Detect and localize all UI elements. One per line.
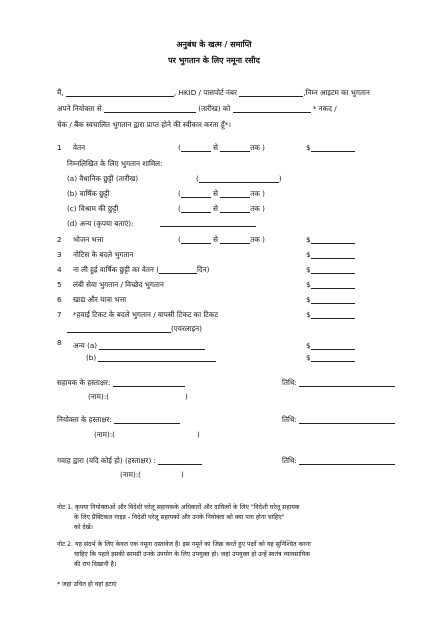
- item-3-number: 3: [57, 250, 62, 259]
- witness-name: (नाम):( ): [120, 470, 184, 479]
- employer-signature-field[interactable]: [114, 416, 180, 424]
- witness-date: तिथि:: [282, 456, 395, 465]
- item-1b-from[interactable]: [181, 190, 211, 198]
- intro-line-1: मैं, , HKID / पासपोर्ट नंबर ,निम्न आइटम का भुगतान: [57, 88, 370, 97]
- item-5-amount-field[interactable]: [311, 281, 355, 289]
- employer-date: तिथि:: [282, 415, 395, 424]
- item-1c-from[interactable]: [181, 205, 211, 213]
- item-1-period: ( से तक ): [178, 143, 265, 152]
- item-1b-to[interactable]: [220, 190, 250, 198]
- item-2-to[interactable]: [220, 236, 250, 244]
- item-7-amount: $: [306, 310, 355, 319]
- item-1-number: 1: [57, 143, 62, 152]
- item-3-amount-field[interactable]: [311, 251, 355, 259]
- item-3-amount: $: [306, 250, 355, 259]
- item-6-amount-field[interactable]: [311, 296, 355, 304]
- item-1c-label: (c) विश्राम की छुट्टी: [67, 204, 119, 213]
- item-8b-amount: $: [306, 353, 355, 362]
- item-8a-amount: $: [306, 341, 355, 350]
- item-1-period-from[interactable]: [181, 144, 211, 152]
- item-5-number: 5: [57, 280, 62, 289]
- item-1a-date: ( ): [196, 174, 282, 183]
- item-5-label: लंबी सेवा भुगतान / विच्छेद भुगतान: [73, 280, 164, 289]
- note-1-line-2: के लिए प्रैक्टिकल गाइड - विदेशी घरेलू सहायकों और उनके नियोक्ता को क्या पता होना चाहिए": [74, 514, 285, 521]
- note-2-line-3: की राय दिखानी है।: [74, 561, 117, 568]
- item-7-airline: (एयरलाइन): [67, 324, 202, 333]
- item-8b-field[interactable]: [98, 354, 216, 362]
- item-7-airline-field[interactable]: [67, 325, 171, 333]
- item-7-amount-field[interactable]: [311, 311, 355, 319]
- item-8-number: 8: [57, 338, 62, 347]
- item-5-amount: $: [306, 280, 355, 289]
- title-line-1: अनुबंध के खत्म / समाप्ति: [176, 40, 252, 49]
- item-8b-label: (b): [86, 353, 216, 362]
- employer-signature: नियोक्ता के हस्ताक्षर:: [57, 415, 180, 424]
- item-8b-amount-field[interactable]: [311, 354, 355, 362]
- item-2-from[interactable]: [181, 236, 211, 244]
- item-7-label: *हवाई टिकट के बदले भुगतान / वापसी टिकट का टिकट: [73, 310, 219, 319]
- item-1a-label: (a) वैधानिक छुट्टी (तारीख): [67, 174, 139, 183]
- witness-signature-field[interactable]: [158, 457, 202, 465]
- item-2-period: ( से तक ): [178, 235, 265, 244]
- item-4-amount: $: [306, 265, 355, 274]
- item-1-period-to[interactable]: [220, 144, 250, 152]
- item-2-amount: $: [306, 235, 355, 244]
- item-6-amount: $: [306, 295, 355, 304]
- item-2-label: भोजन भत्ता: [73, 235, 104, 244]
- helper-date: तिथि:: [282, 378, 395, 387]
- item-1-label: वेतन: [73, 143, 86, 152]
- helper-signature: सहायक के हस्ताक्षर:: [57, 378, 185, 387]
- helper-name: (नाम):( ): [88, 392, 188, 401]
- item-6-label: खाद्य और यात्रा भत्ता: [73, 295, 127, 304]
- item-1b-period: ( से तक ): [178, 189, 265, 198]
- item-2-amount-field[interactable]: [311, 236, 355, 244]
- item-8a-field[interactable]: [99, 342, 205, 350]
- helper-date-field[interactable]: [299, 379, 395, 387]
- item-4-number: 4: [57, 265, 62, 274]
- item-4-label: ना ली हुई वार्षिक छुट्टी का वेतन ( दिन): [73, 265, 210, 274]
- witness-signature: गवाह द्वारा (यदि कोई हो) (हस्ताक्षर) :: [57, 456, 202, 465]
- item-1c-period: ( से तक ): [178, 204, 265, 213]
- item-3-label: नोटिस के बदले भुगतान: [73, 250, 134, 259]
- item-7-number: 7: [57, 310, 62, 319]
- note-2-line-2: चाहिए कि पहले इसकी सामग्री उनके उपयोग के लिए उपयुक्त हो। जहां उपयुक्त हो उन्हें स्वतंत्र व्यावसायिक: [74, 551, 311, 558]
- employer-date-field[interactable]: [299, 416, 395, 424]
- item-6-number: 6: [57, 295, 62, 304]
- item-8a-amount-field[interactable]: [311, 342, 355, 350]
- item-1-amount-field[interactable]: [311, 144, 355, 152]
- item-1c-to[interactable]: [220, 205, 250, 213]
- item-4-amount-field[interactable]: [311, 266, 355, 274]
- footnote: * जहां उचित हो वहां हटाएं: [57, 581, 117, 588]
- item-1-amount: $: [306, 143, 355, 152]
- item-4-days-field[interactable]: [159, 266, 197, 274]
- item-1-sub-heading: निम्नलिखित के लिए भुगतान शामिल:: [67, 159, 163, 168]
- note-2-line-1: नोट 2. यह संदर्भ के लिए केवल एक नमूना दस्तावेज है। इस नमूने का जिक्र करते हुए पक्षों को यह सुनिश्चित करना: [57, 541, 311, 548]
- item-1d-field[interactable]: [160, 226, 256, 227]
- item-2-number: 2: [57, 235, 62, 244]
- item-1a-date-field[interactable]: [199, 175, 279, 183]
- note-1-line-1: नोट 1. कृपया नियोक्ताओं और विदेशी घरेलू सहायकके अधिकारों और दायित्वों के लिए "विदेशी घरेलू सहायक: [57, 504, 300, 511]
- title-line-2: पर भुगतान के लिए नमूना रसीद: [168, 56, 260, 65]
- employer-field[interactable]: [104, 105, 196, 113]
- helper-signature-field[interactable]: [113, 379, 185, 387]
- intro-line-3: चेक / बैंक स्वचालित भुगतान द्वारा प्राप्त होने की स्वीकार करता हूँ*।: [57, 120, 231, 129]
- employer-name: (नाम):( ): [94, 430, 200, 439]
- witness-date-field[interactable]: [299, 457, 395, 465]
- item-8a-label: अन्य (a): [73, 341, 205, 350]
- note-1-line-3: को देखें।: [74, 524, 94, 531]
- item-1b-label: (b) वार्षिक छुट्टी: [67, 189, 110, 198]
- intro-line-2: अपने नियोक्ता से (तारीख) को * नकद /: [57, 104, 337, 113]
- name-field[interactable]: [66, 89, 174, 97]
- item-1d-label: (d) अन्य (कृपया बताएं):: [67, 219, 134, 228]
- receipt-date-field[interactable]: [233, 105, 311, 113]
- id-number-field[interactable]: [239, 89, 303, 97]
